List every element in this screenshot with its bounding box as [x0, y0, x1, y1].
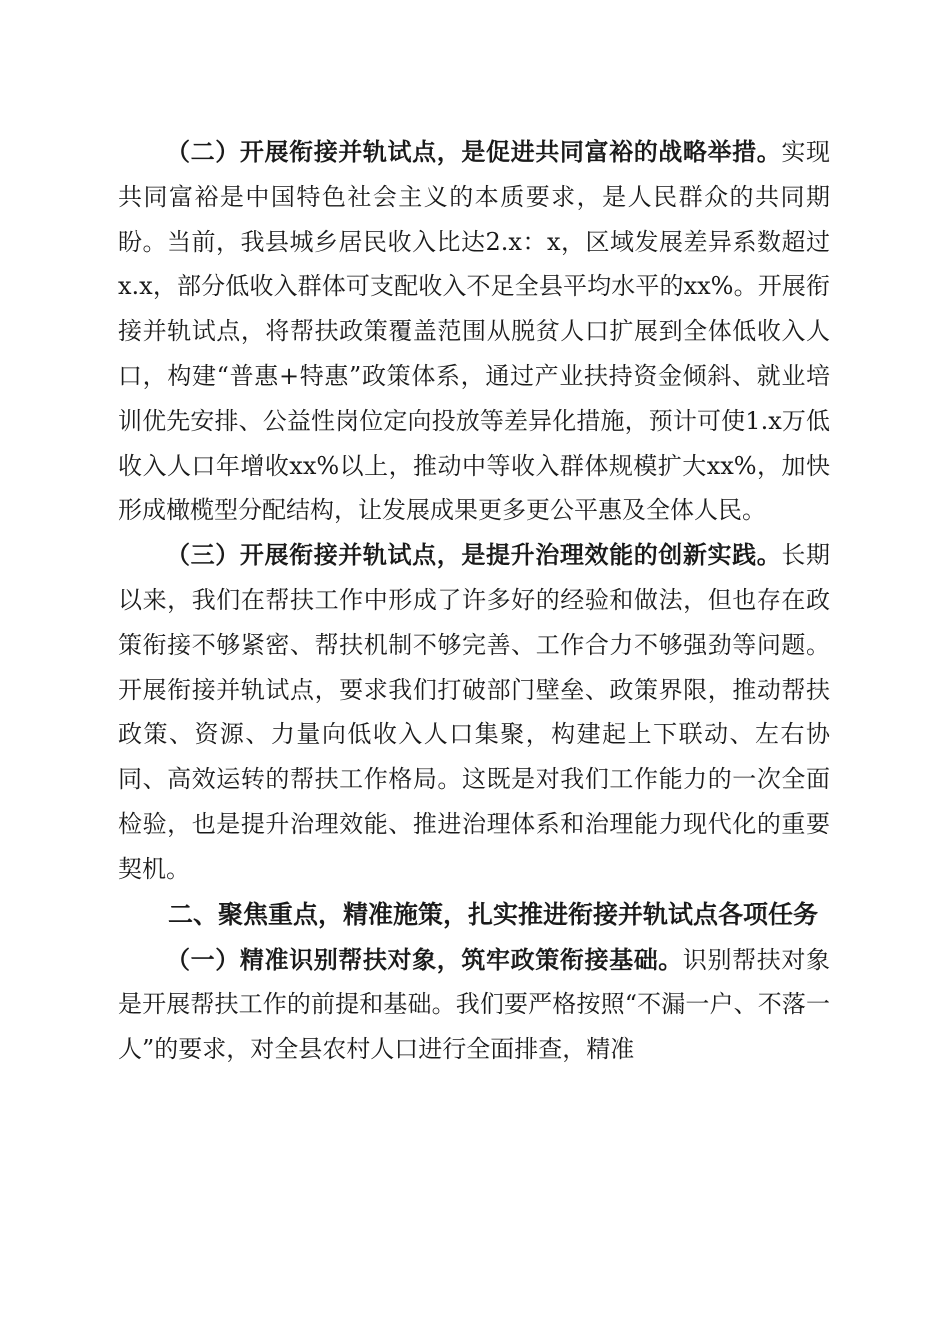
subheading-identify-targets: （一）精准识别帮扶对象，筑牢政策衔接基础。 [166, 945, 683, 974]
document-body [118, 130, 830, 1072]
paragraph-text: 长期以来，我们在帮扶工作中形成了许多好的经验和做法，但也存在政策衔接不够紧密、帮扶机制不够完善、工作合力不够强劲等问题。开展衔接并轨试点，要求我们打破部门壁垒、政策界限，推动帮扶政策、资源、力量向低收入人口集聚，构建起上下联动、左右协同、高效运转的帮扶工作格局。这既是对我们工作能力的一次全面检验，也是提升治理效能、推进治理体系和治理能力现代化的重要契机。 [118, 541, 831, 883]
paragraph-text: 识别帮扶对象是开展帮扶工作的前提和基础。我们要严格按照“不漏一户、不落一人”的要求，对全县农村人口进行全面排查，精准 [118, 945, 830, 1064]
paragraph-governance [118, 533, 830, 891]
subheading-governance: （三）开展衔接并轨试点，是提升治理效能的创新实践。 [166, 541, 782, 570]
subheading-common-prosperity: （二）开展衔接并轨试点，是促进共同富裕的战略举措。 [166, 138, 782, 166]
paragraph-common-prosperity [118, 130, 830, 533]
paragraph-text: 实现共同富裕是中国特色社会主义的本质要求，是人民群众的共同期盼。当前，我县城乡居民收入比达2.x：x，区域发展差异系数超过x.x，部分低收入群体可支配收入不足全县平均水平的xx%。开展衔接并轨试点，将帮扶政策覆盖范围从脱贫人口扩展到全体低收入人口，构建“普惠+特惠”政策体系，通过产业扶持资金倾斜、就业培训优先安排、公益性岗位定向投放等差异化措施，预计可使1.x万低收入人口年增收xx%以上，推动中等收入群体规模扩大xx%，加快形成橄榄型分配结构，让发展成果更多更公平惠及全体人民。 [118, 138, 831, 525]
section-heading-two: 二、聚焦重点，精准施策，扎实推进衔接并轨试点各项任务 [168, 899, 819, 929]
paragraph-identify-targets [118, 938, 830, 1072]
